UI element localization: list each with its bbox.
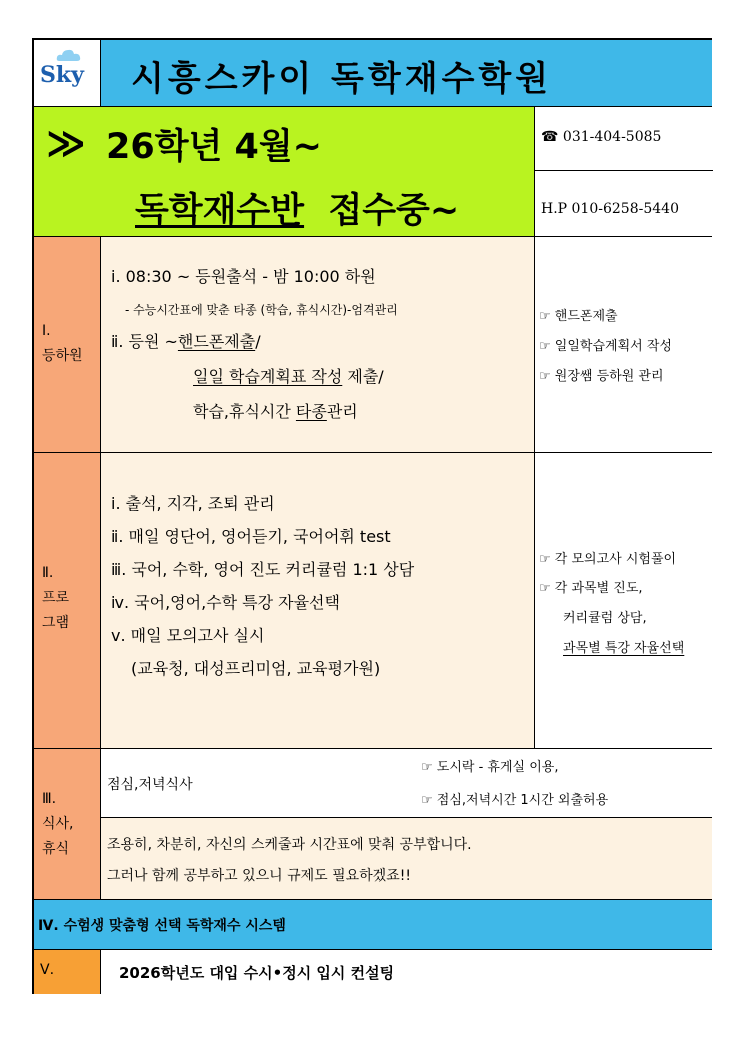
pointing-hand-icon: ☞ [539,309,555,324]
s1-item4-prefix: 학습,휴식시간 [193,402,296,421]
s3-note2-text: 점심,저녁시간 1시간 외출허용 [436,793,609,808]
s5-num: Ⅴ. [40,962,55,978]
pointing-hand-icon: ☞ [539,552,555,567]
hp-number: H.P 010-6258-5440 [541,201,679,217]
s2-item5: ⅴ. 매일 모의고사 실시 [111,626,265,645]
s1-item3-underlined: 일일 학습계획표 작성 [193,367,343,386]
logo [34,40,100,106]
s3-body1: 조용히, 차분히, 자신의 스케줄과 시간표에 맞춰 공부합니다. [107,837,472,853]
pointing-hand-icon: ☞ [539,369,555,384]
contact-divider [535,170,713,171]
phone-number: 031-404-5085 [562,129,662,145]
s1-right-2-text: 일일학습계획서 작성 [554,339,672,354]
s1-item3 [193,364,384,387]
s1-right-1 [539,305,618,324]
pointing-hand-icon: ☞ [421,760,437,775]
s2-right-4: 과목별 특강 자율선택 [563,641,685,656]
section2-body [100,452,534,748]
s2-item4: ⅳ. 국어,영어,수학 특강 자율선택 [111,593,340,612]
s1-item1: ⅰ. 08:30 ~ 등원출석 - 밤 10:00 하원 [111,267,376,286]
section3-body [100,817,712,899]
s1-right-2 [539,335,672,354]
s1-item2-prefix: ⅱ. 등원 ~ [111,332,178,351]
section5-body [100,949,712,994]
s2-item3: ⅲ. 국어, 수학, 영어 진도 커리큘럼 1:1 상담 [111,560,415,579]
contact-box [534,106,712,236]
s1-right-3 [539,365,664,384]
s3-note1 [421,756,558,775]
s2-right-2-text: 각 과목별 진도, [554,581,643,596]
s1-item2-underlined: 핸드폰제출 [177,332,256,351]
s1-item2-suffix: / [255,332,261,351]
s1-item4-suffix: 관리 [326,402,358,421]
s2-right-1-text: 각 모의고사 시험풀이 [554,552,677,567]
section1-title: 등하원 [42,348,83,364]
s2-item5-sub: (교육청, 대성프리미엄, 교육평가원) [131,659,381,678]
s5-text: 2026학년도 대입 수시•정시 입시 컨설팅 [119,964,395,982]
pointing-hand-icon: ☞ [539,581,555,596]
title-bar [100,40,712,106]
section3-title-a: 식사, [42,816,74,832]
cloud-icon [56,48,82,62]
s2-item1: ⅰ. 출석, 지각, 조퇴 관리 [111,494,275,513]
promo-banner [34,106,534,236]
section3-label [34,748,100,899]
s2-right-1 [539,548,676,567]
pointing-hand-icon: ☞ [421,793,437,808]
section1-num: Ⅰ. [42,323,51,339]
section4-bar [34,899,712,949]
s3-body2: 그러나 함께 공부하고 있으니 규제도 필요하겠죠!! [107,868,411,884]
s4-text: Ⅳ. 수험생 맞춤형 선택 독학재수 시스템 [38,918,286,934]
banner-line2 [135,183,459,233]
s3-note1-text: 도시락 - 휴게실 이용, [436,760,559,775]
phone-line [541,129,661,145]
section2-num: Ⅱ. [42,565,54,581]
section3-title-b: 휴식 [42,841,70,857]
s2-right-3: 커리큘럼 상담, [563,611,647,626]
section2-right [534,452,712,748]
phone-icon: ☎ [541,129,559,145]
s2-right-2 [539,577,643,596]
s1-item3-suffix: 제출/ [342,367,384,386]
chevron-icon: ≫ [46,121,86,165]
banner-line1: 26학년 4월~ [106,127,323,167]
banner-line2-rest: 접수중~ [328,191,460,231]
s2-item2: ⅱ. 매일 영단어, 영어듣기, 국어어휘 test [111,527,391,546]
page-frame [32,38,712,994]
section1-label [34,236,100,452]
s1-right-3-text: 원장쌤 등하원 관리 [554,369,664,384]
s3-note2 [421,789,608,808]
section5-label [34,949,100,994]
s1-item4 [193,399,358,422]
pointing-hand-icon: ☞ [539,339,555,354]
section2-label [34,452,100,748]
section2-title-a: 프로 [42,590,70,606]
s1-item4-underlined: 타종 [295,402,327,421]
s1-right-1-text: 핸드폰제출 [554,309,618,324]
section3-meal [100,748,712,817]
s3-meal: 점심,저녁식사 [107,777,193,793]
banner-line2-underlined: 독학재수반 [135,191,305,231]
s1-item2 [111,329,261,352]
section2-title-b: 그램 [42,615,70,631]
section1-body [100,236,534,452]
academy-title: 시흥스카이 독학재수학원 [131,59,553,99]
s1-item1-sub: - 수능시간표에 맞춘 타종 (학습, 휴식시간)-엄격관리 [125,303,398,317]
section1-right [534,236,712,452]
logo-text: Sky [40,62,84,88]
section3-num: Ⅲ. [42,791,57,807]
